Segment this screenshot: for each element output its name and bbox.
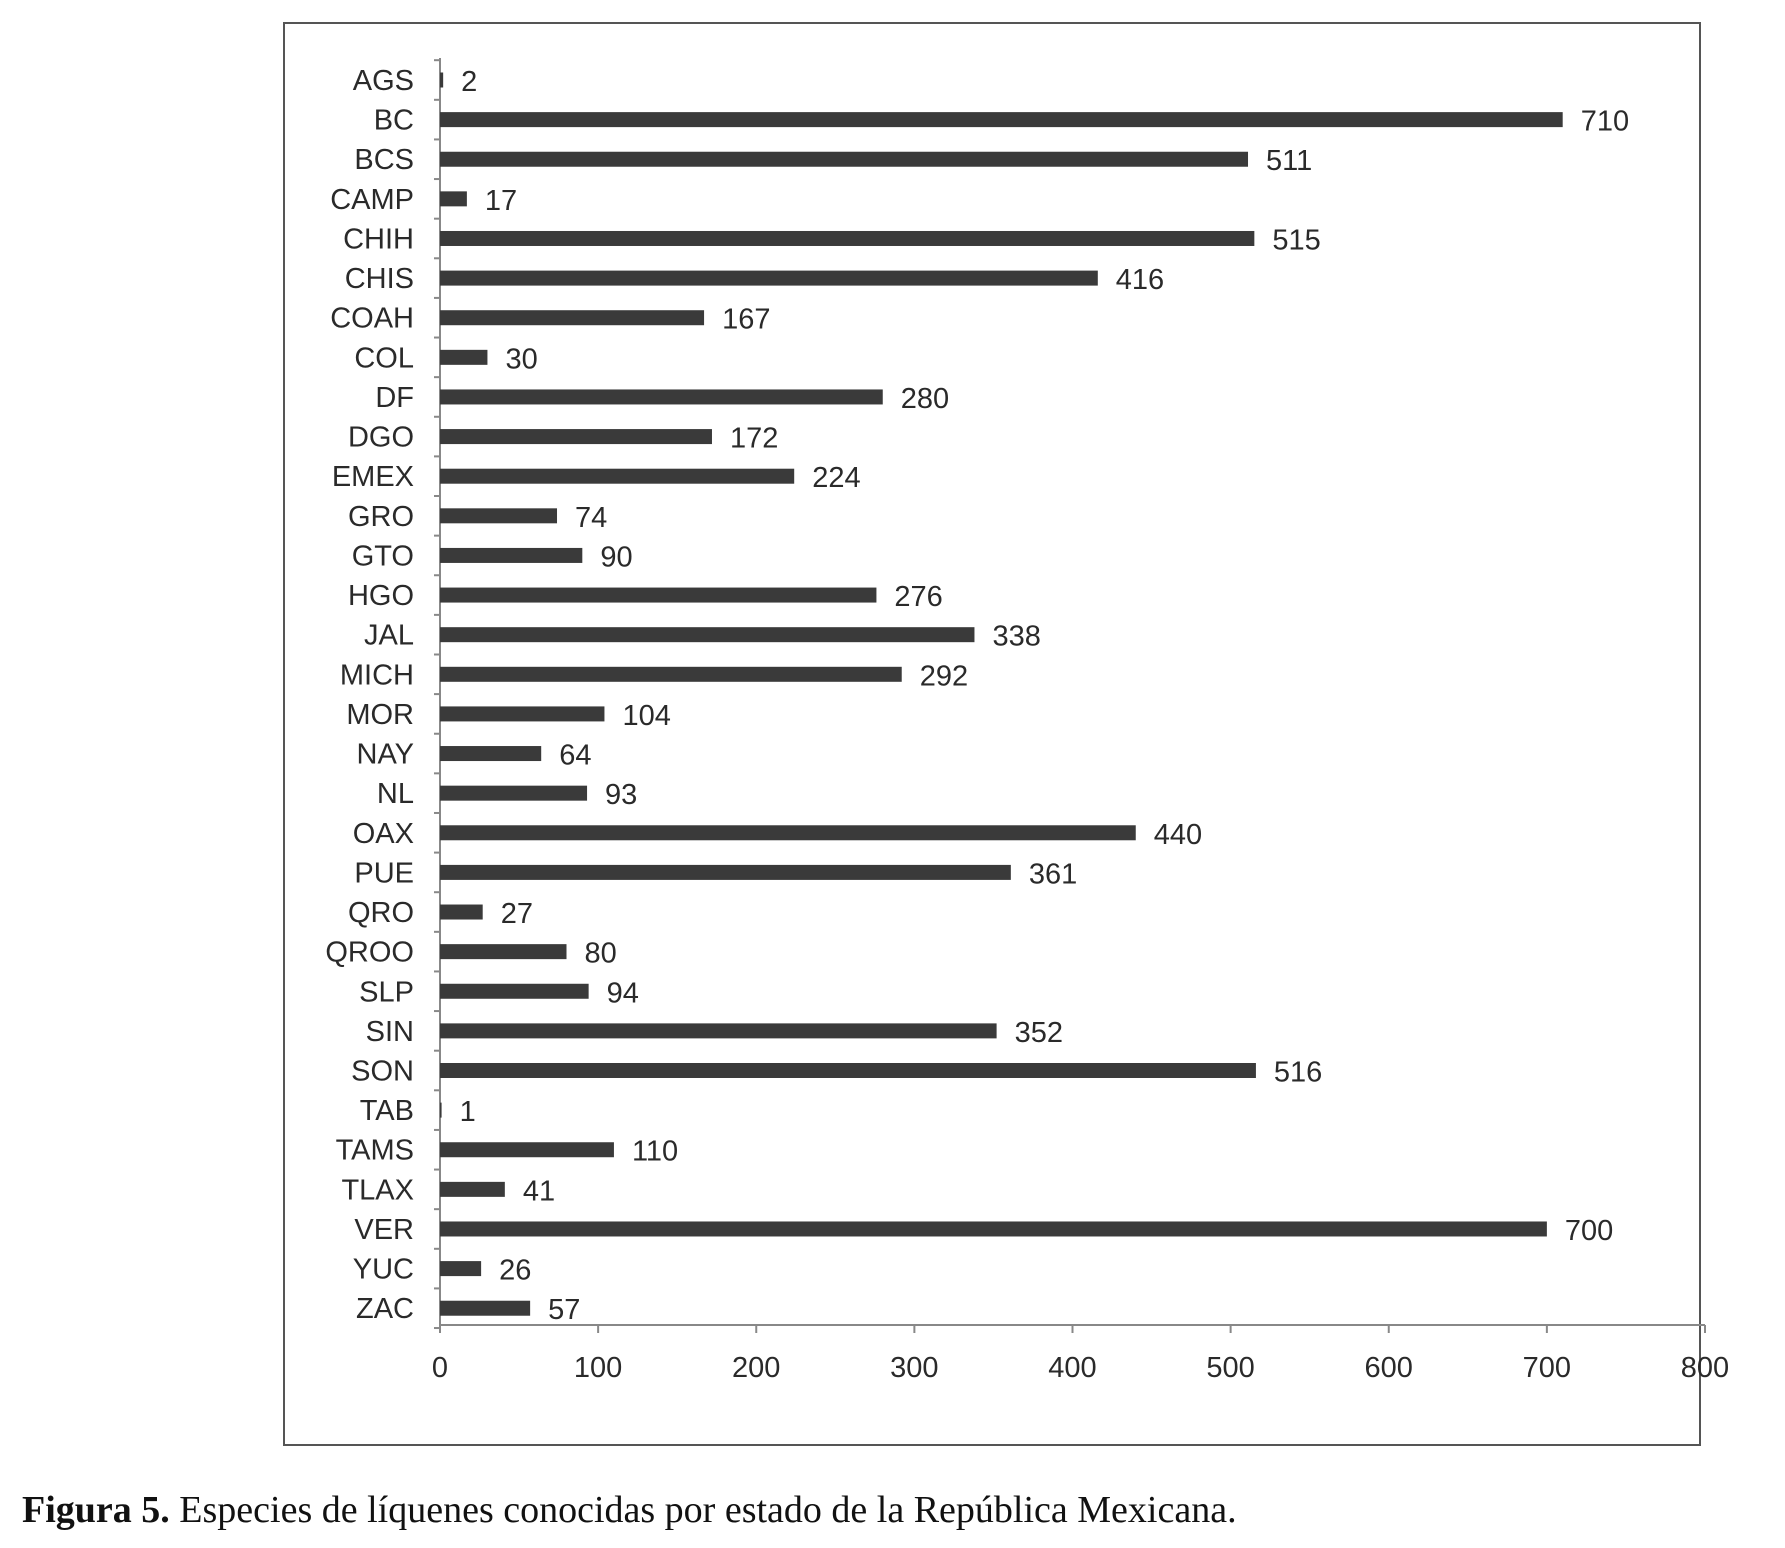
data-label: 57 [548,1294,581,1327]
category-label: MICH [339,659,414,692]
x-tick-label: 100 [573,1352,623,1384]
data-label: 94 [606,977,639,1010]
x-tick-label: 200 [732,1352,781,1384]
data-label: 64 [559,739,592,772]
data-label: 74 [575,501,608,534]
category-label: OAX [352,817,414,850]
x-tick-label: 0 [431,1352,449,1384]
data-label: 17 [484,184,518,217]
category-label: COL [354,342,414,375]
bar [440,1103,442,1118]
category-label: ZAC [356,1293,414,1326]
bar [440,1023,997,1038]
category-label: SLP [359,976,414,1009]
bar [440,1301,530,1316]
category-label: BCS [354,144,414,177]
bar [440,350,487,365]
data-label: 110 [631,1135,679,1168]
category-label: TAMS [335,1134,414,1167]
category-label: TAB [359,1095,414,1128]
category-label: DGO [347,421,414,454]
data-label: 224 [812,462,861,495]
category-label: AGS [352,65,414,97]
bar [440,191,467,206]
bar [440,1142,614,1157]
data-label: 80 [584,937,617,970]
bar [440,73,443,88]
data-label: 516 [1273,1056,1323,1089]
x-tick-label: 800 [1680,1352,1730,1384]
bar [440,706,604,721]
x-tick-label: 700 [1522,1352,1572,1384]
bar [440,508,557,523]
category-label: SON [351,1055,414,1088]
category-label: GRO [347,500,414,533]
category-label: COAH [330,302,414,335]
category-label: EMEX [331,461,414,494]
bar [440,429,712,444]
category-label: SIN [365,1015,414,1048]
category-label: PUE [354,857,414,890]
x-tick-label: 300 [890,1352,939,1384]
bar [440,825,1136,840]
bar [440,944,567,959]
data-label: 90 [600,541,633,574]
bar [440,231,1254,246]
category-label: NAY [356,738,414,771]
data-label: 416 [1115,264,1165,297]
category-label: QROO [325,936,414,969]
bar [440,588,876,603]
bar [440,627,974,642]
bar [440,667,902,682]
bar [440,271,1098,286]
data-label: 2 [461,66,478,98]
bar [440,1261,481,1276]
data-label: 338 [992,620,1041,653]
bar [440,112,1563,127]
figure-caption [22,1488,1237,1532]
caption-text: Especies de líquenes conocidas por estado de la República Mexicana. [169,1489,1237,1531]
x-tick-label: 600 [1364,1352,1413,1384]
data-label: 93 [605,779,638,812]
category-label: QRO [347,897,414,930]
bar [440,786,587,801]
caption-label: Figura 5. [22,1489,170,1531]
bar [440,1063,1256,1078]
data-label: 700 [1564,1214,1614,1247]
data-label: 104 [622,699,671,732]
category-label: YUC [352,1253,414,1286]
category-label: NL [376,778,414,811]
data-label: 515 [1272,224,1321,257]
category-label: CHIS [344,263,414,296]
category-label: BC [373,104,414,137]
data-label: 440 [1153,818,1203,851]
data-label: 292 [919,660,969,693]
category-label: VER [354,1213,414,1246]
data-label: 26 [499,1254,532,1287]
data-label: 41 [522,1175,556,1208]
bar [440,310,704,325]
bar [440,389,883,404]
category-label: CHIH [343,223,414,256]
category-label: JAL [364,619,414,652]
data-label: 511 [1266,145,1313,178]
data-label: 276 [894,581,943,614]
data-label: 172 [729,422,779,455]
bar [440,1182,505,1197]
x-tick-label: 400 [1048,1352,1097,1384]
category-label: DF [375,381,414,414]
data-label: 280 [900,382,950,415]
bar [440,746,541,761]
data-label: 167 [722,303,771,336]
bar [440,905,483,920]
category-label: HGO [347,580,414,613]
data-label: 361 [1028,858,1078,891]
category-label: GTO [351,540,414,573]
bar [440,548,582,563]
bar [440,152,1248,167]
category-label: MOR [346,698,414,731]
bar [440,984,589,999]
data-label: 1 [459,1096,476,1129]
bar [440,469,794,484]
bar [440,1221,1547,1236]
category-label: CAMP [330,183,414,216]
data-label: 27 [500,898,533,931]
category-label: TLAX [341,1174,414,1207]
data-label: 710 [1580,105,1630,138]
x-tick-label: 500 [1206,1352,1255,1384]
data-label: 30 [505,343,538,376]
bar [440,865,1011,880]
data-label: 352 [1014,1016,1063,1049]
